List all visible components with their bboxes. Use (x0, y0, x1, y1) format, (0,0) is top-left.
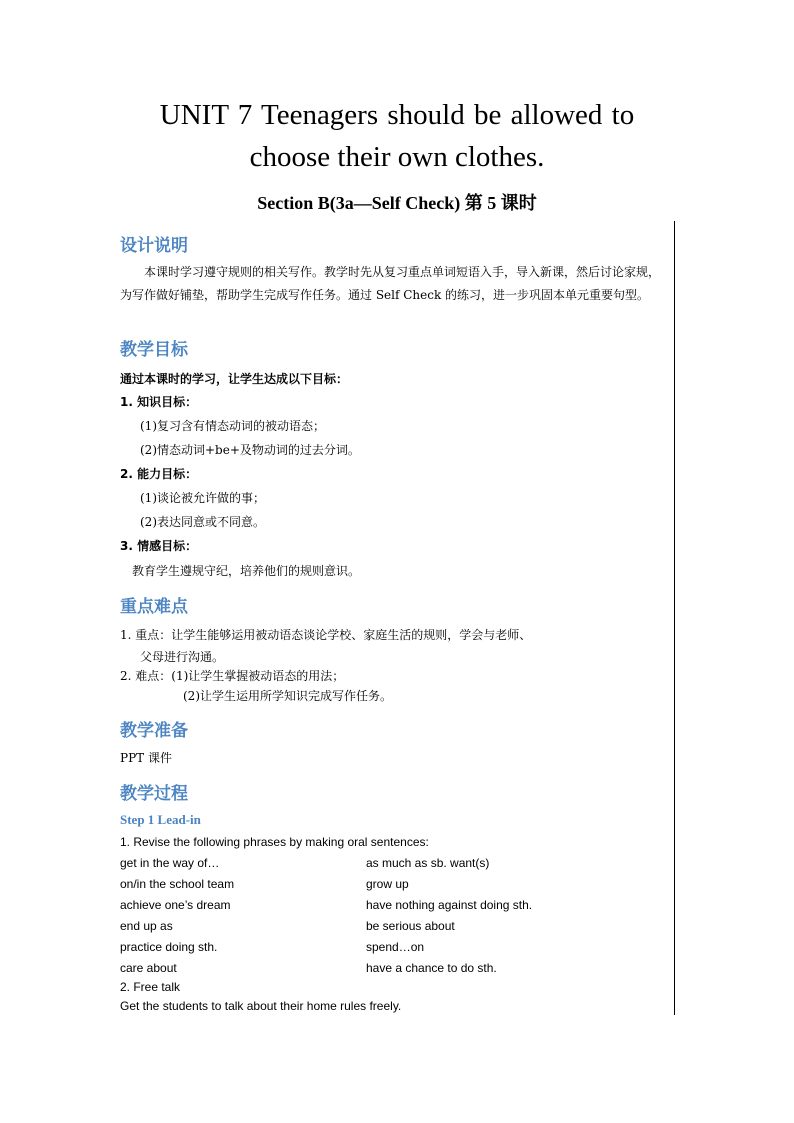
heading-keypoints: 重点难点 (120, 597, 188, 617)
goal-knowledge-item: (1)复习含有情态动词的被动语态； (140, 419, 325, 433)
keypoint-1-cont: 父母进行沟通。 (140, 650, 225, 664)
goal-knowledge-label: 1. 知识目标： (120, 395, 198, 409)
title-line-1: UNIT 7 Teenagers should be allowed to (159, 99, 635, 131)
phrase-cell: have nothing against doing sth. (366, 898, 533, 912)
phrase-cell: on/in the school team (120, 877, 235, 891)
phrase-row (120, 895, 660, 916)
phrase-cell: practice doing sth. (120, 940, 218, 954)
goal-knowledge-item: (2)情态动词+be+及物动词的过去分词。 (140, 443, 360, 457)
keypoint-2-cont: (2)让学生运用所学知识完成写作任务。 (183, 689, 392, 703)
phrase-cell: achieve one’s dream (120, 898, 231, 912)
process-item-2-text: Get the students to talk about their home rules freely. (120, 999, 402, 1013)
margin-rule (674, 221, 675, 1015)
phrase-cell: have a chance to do sth. (366, 961, 497, 975)
design-paragraph: 本课时学习遵守规则的相关写作。教学时先从复习重点单词短语入手，导入新课，然后讨论家规，为写作做好铺垫，帮助学生完成写作任务。通过 Self Check 的练习，进一步巩固本单元重要句型。 (120, 265, 661, 302)
phrase-row (120, 874, 660, 895)
phrase-cell: be serious about (366, 919, 455, 933)
phrase-cell: spend…on (366, 940, 425, 954)
phrase-cell: grow up (366, 877, 409, 891)
step-1-title: Step 1 Lead-in (120, 812, 201, 827)
phrase-cell: care about (120, 961, 177, 975)
heading-goals: 教学目标 (120, 340, 188, 360)
process-item-1: 1. Revise the following phrases by making oral sentences: (120, 835, 429, 849)
heading-process: 教学过程 (120, 784, 188, 804)
goals-intro: 通过本课时的学习，让学生达成以下目标： (120, 372, 349, 386)
goal-ability-label: 2. 能力目标： (120, 467, 198, 481)
phrase-row (120, 853, 660, 874)
heading-prep: 教学准备 (120, 721, 188, 741)
phrase-cell: get in the way of… (120, 856, 220, 870)
keypoint-2: 2. 难点：(1)让学生掌握被动语态的用法； (120, 669, 345, 683)
phrase-cell: as much as sb. want(s) (366, 856, 490, 870)
phrase-cell: end up as (120, 919, 173, 933)
phrase-row (120, 958, 660, 979)
keypoint-1: 1. 重点：让学生能够运用被动语态谈论学校、家庭生活的规则，学会与老师、 (120, 628, 532, 642)
process-item-2: 2. Free talk (120, 980, 181, 994)
goal-ability-item: (1)谈论被允许做的事； (140, 491, 265, 505)
goal-emotion-text: 教育学生遵规守纪，培养他们的规则意识。 (132, 564, 361, 578)
heading-design: 设计说明 (120, 236, 188, 256)
phrase-row (120, 937, 660, 958)
goal-emotion-label: 3. 情感目标： (120, 539, 198, 553)
section-subtitle: Section B(3a—Self Check) 第 5 课时 (257, 193, 537, 213)
title-line-2: choose their own clothes. (249, 141, 545, 173)
phrase-table (120, 853, 660, 979)
phrase-row (120, 916, 660, 937)
prep-text: PPT 课件 (120, 751, 172, 765)
goal-ability-item: (2)表达同意或不同意。 (140, 515, 265, 529)
